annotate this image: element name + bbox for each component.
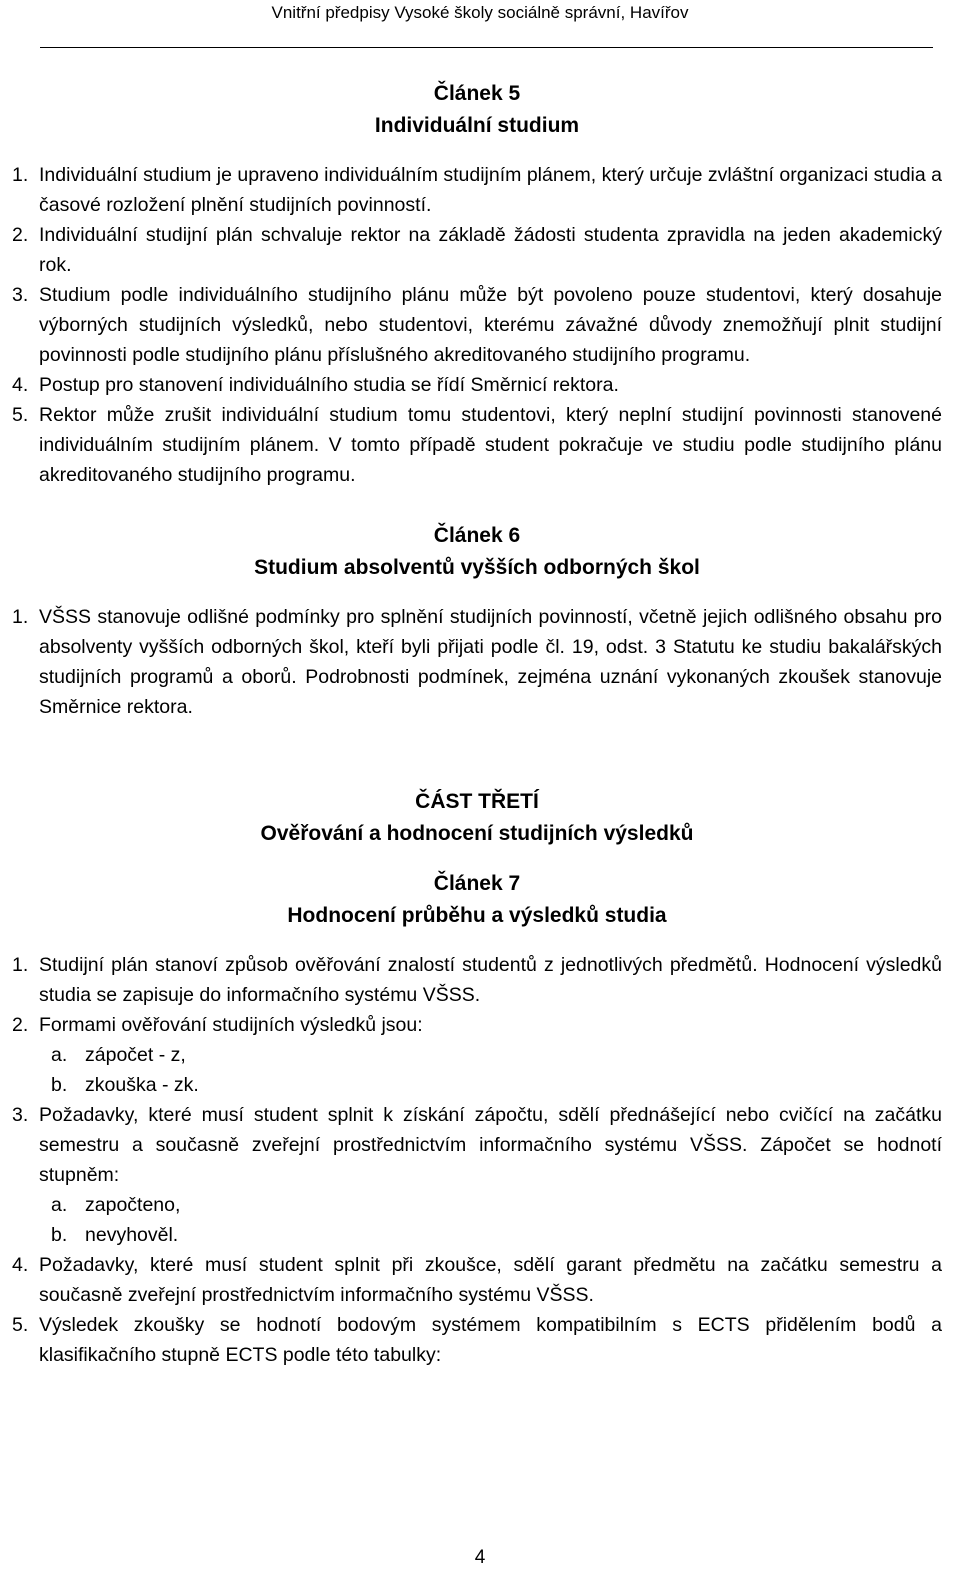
header-divider — [40, 47, 933, 48]
list-text: Studijní plán stanoví způsob ověřování znalostí studentů z jednotlivých předmětů. Hodnocení výsledků studia se zapisuje do informačního systému VŠSS. — [39, 954, 942, 1006]
sub-list-letter: a. — [51, 1044, 68, 1066]
list-item — [12, 1310, 942, 1370]
running-header: Vnitřní předpisy Vysoké školy sociálně správní, Havířov — [271, 3, 689, 22]
sub-list-text: zápočet - z, — [85, 1044, 186, 1066]
list-number: 2. — [12, 224, 29, 246]
list-item — [12, 602, 942, 722]
list-number: 1. — [12, 164, 29, 186]
article-6-label: Článek 6 — [433, 524, 521, 547]
sub-list-item — [12, 1220, 942, 1250]
page-number: 4 — [474, 1547, 486, 1568]
list-item — [12, 220, 942, 280]
article-7-label: Článek 7 — [433, 872, 521, 895]
sub-list-text: zkouška - zk. — [85, 1074, 199, 1096]
sub-list-item — [12, 1070, 942, 1100]
sub-list-letter: a. — [51, 1194, 68, 1216]
sub-list-letter: b. — [51, 1074, 68, 1096]
list-text: Individuální studijní plán schvaluje rektor na základě žádosti studenta zpravidla na jeden akademický rok. — [39, 224, 942, 276]
list-item — [12, 1100, 942, 1190]
list-text: Individuální studium je upraveno individuálním studijním plánem, který určuje zvláštní organizaci studia a časové rozložení plnění studijních povinností. — [39, 164, 942, 216]
sub-list-text: nevyhověl. — [85, 1224, 179, 1246]
list-number: 5. — [12, 404, 29, 426]
list-number: 1. — [12, 606, 29, 628]
article-5-label: Článek 5 — [433, 82, 521, 105]
list-number: 3. — [12, 284, 29, 306]
list-text: Požadavky, které musí student splnit k získání zápočtu, sdělí přednášející nebo cvičící na začátku semestru a současně zveřejní prostřednictvím informačního systému VŠSS. Zápočet se hodnotí stupněm: — [39, 1104, 942, 1186]
list-number: 4. — [12, 374, 29, 396]
list-number: 2. — [12, 1014, 29, 1036]
sub-list-text: započteno, — [85, 1194, 181, 1216]
sub-list-item — [12, 1190, 942, 1220]
list-text: Rektor může zrušit individuální studium tomu studentovi, který neplní studijní povinnosti stanovené individuálním studijním plánem. V tomto případě student pokračuje ve studiu podle studijního plánu akreditovaného studijního programu. — [39, 404, 942, 486]
list-number: 3. — [12, 1104, 29, 1126]
list-item — [12, 1010, 942, 1040]
sub-list-letter: b. — [51, 1224, 68, 1246]
list-text: Výsledek zkoušky se hodnotí bodovým systémem kompatibilním s ECTS přidělením bodů a klasifikačního stupně ECTS podle této tabulky: — [39, 1314, 942, 1366]
part-3-title: Ověřování a hodnocení studijních výsledků — [260, 822, 694, 845]
sub-list-item — [12, 1040, 942, 1070]
list-text: VŠSS stanovuje odlišné podmínky pro splnění studijních povinností, včetně jejich odlišného obsahu pro absolventy vyšších odborných škol, kteří byli přijati podle čl. 19, odst. 3 Statutu ke studiu bakalářských studijních programů a oborů. Podrobnosti podmínek, zejména uznání vykonaných zkoušek stanovuje Směrnice rektora. — [39, 606, 942, 718]
list-text: Formami ověřování studijních výsledků jsou: — [39, 1014, 423, 1036]
list-number: 4. — [12, 1254, 29, 1276]
list-item — [12, 160, 942, 220]
article-6-title: Studium absolventů vyšších odborných škol — [254, 556, 700, 579]
list-text: Postup pro stanovení individuálního studia se řídí Směrnicí rektora. — [39, 374, 619, 396]
document-body — [12, 78, 942, 1370]
article-7-title: Hodnocení průběhu a výsledků studia — [287, 904, 667, 927]
list-item — [12, 950, 942, 1010]
list-number: 5. — [12, 1314, 29, 1336]
list-item — [12, 400, 942, 490]
article-5-title: Individuální studium — [374, 114, 580, 137]
list-item — [12, 1250, 942, 1310]
list-item — [12, 370, 942, 400]
list-text: Studium podle individuálního studijního plánu může být povoleno pouze studentovi, který dosahuje výborných studijních výsledků, nebo studentovi, kterému závažné důvody znemožňují plnit studijní povinnosti podle studijního plánu příslušného akreditovaného studijního programu. — [39, 284, 942, 366]
list-number: 1. — [12, 954, 29, 976]
list-text: Požadavky, které musí student splnit při zkoušce, sdělí garant předmětu na začátku semestru a současně zveřejní prostřednictvím informačního systému VŠSS. — [39, 1254, 942, 1306]
list-item — [12, 280, 942, 370]
part-3-label: ČÁST TŘETÍ — [415, 790, 539, 813]
article-5-list — [12, 160, 942, 490]
